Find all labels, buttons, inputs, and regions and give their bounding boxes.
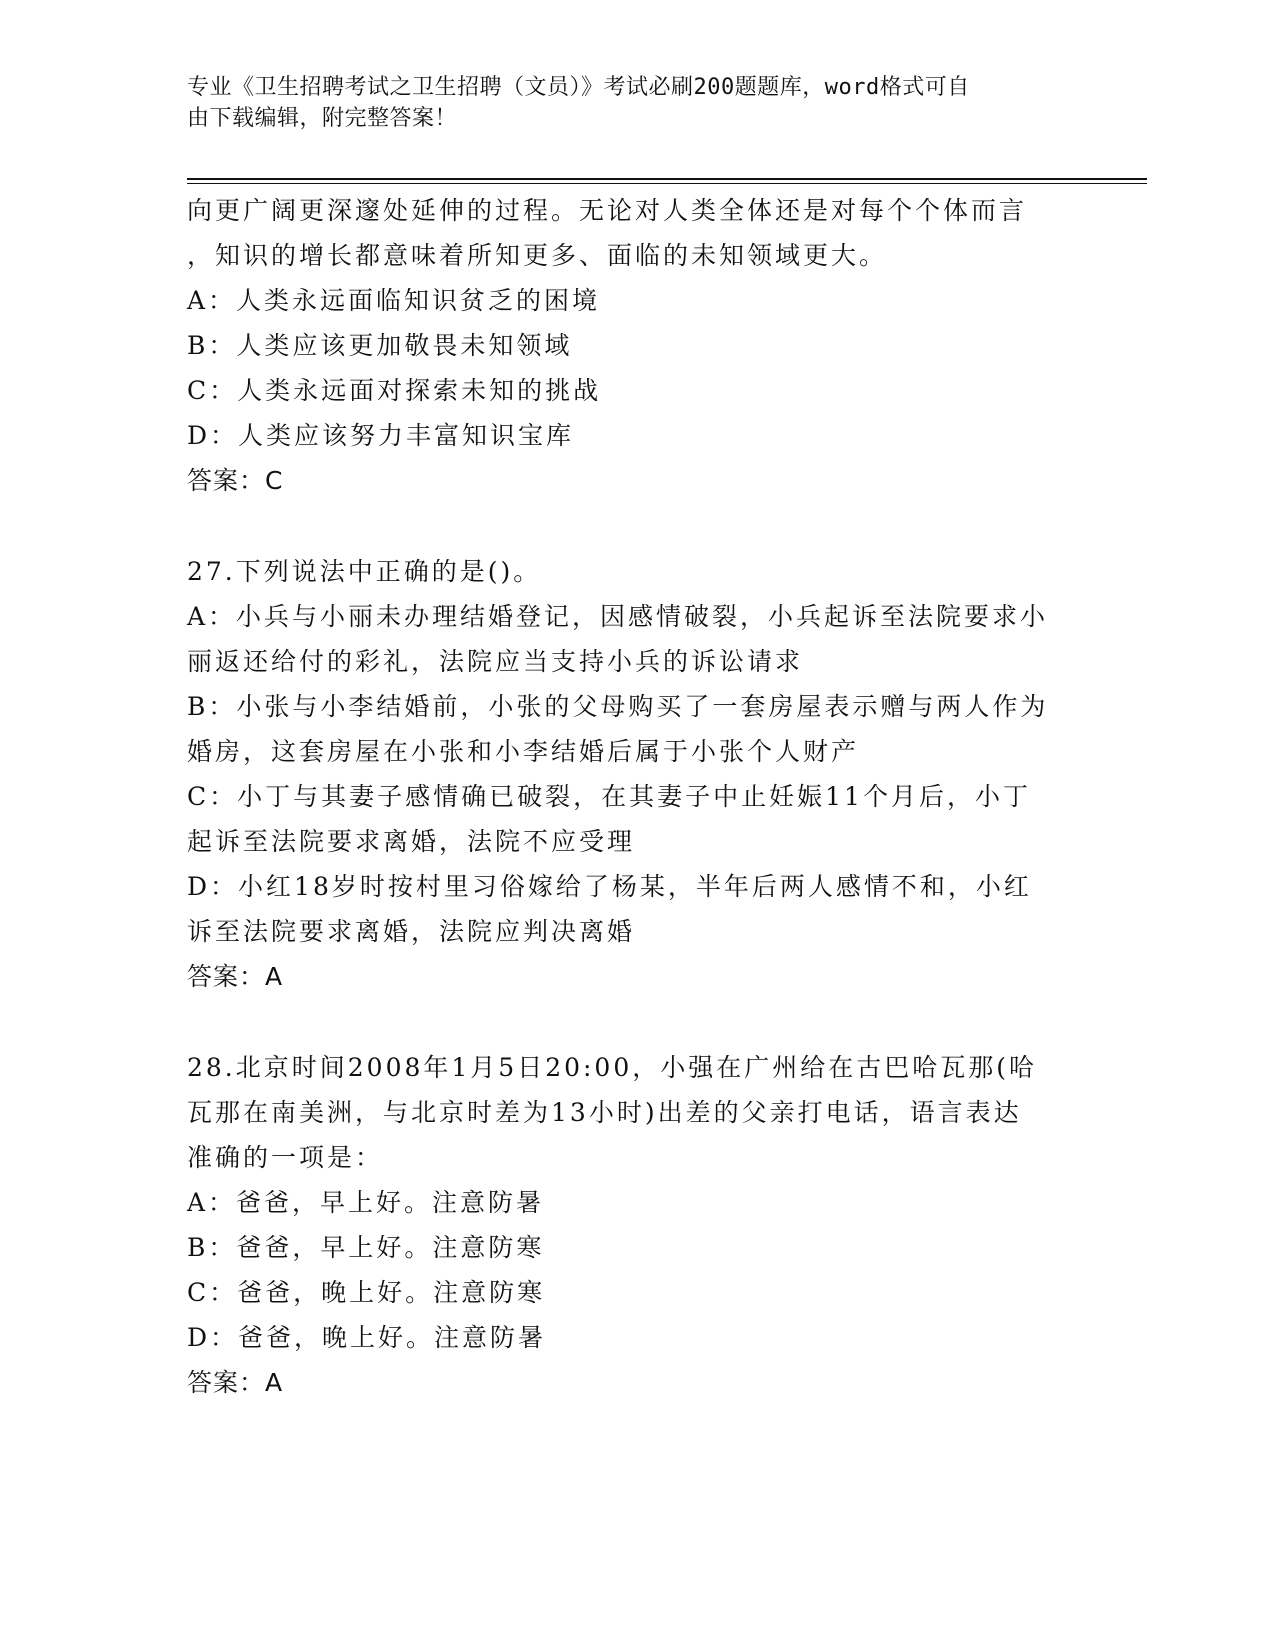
answer-line: 答案：A (187, 962, 284, 991)
question-text-line: 向更广阔更深邃处延伸的过程。无论对人类全体还是对每个个体而言 (187, 196, 1028, 225)
option-c-line-2: 起诉至法院要求离婚，法院不应受理 (187, 827, 636, 856)
answer-line: 答案：C (187, 466, 284, 495)
option-a: A：爸爸，早上好。注意防暑 (187, 1188, 545, 1217)
option-d-line-2: 诉至法院要求离婚，法院应判决离婚 (187, 917, 636, 946)
header-divider-thin (187, 183, 1147, 184)
question-stem-line-3: 准确的一项是： (187, 1143, 384, 1172)
option-b-line-2: 婚房，这套房屋在小张和小李结婚后属于小张个人财产 (187, 737, 860, 766)
option-d: D：爸爸，晚上好。注意防暑 (187, 1323, 547, 1352)
option-d-line-1: D：小红18岁时按村里习俗嫁给了杨某，半年后两人感情不和，小红 (187, 872, 1032, 901)
header-line-1: 专业《卫生招聘考试之卫生招聘（文员）》考试必刷200题题库，word格式可自 (187, 75, 970, 100)
header-divider-thick (187, 178, 1147, 180)
page-header (187, 72, 1067, 134)
option-b-line-1: B：小张与小李结婚前，小张的父母购买了一套房屋表示赠与两人作为 (187, 692, 1049, 721)
option-a: A：人类永远面临知识贫乏的困境 (187, 286, 601, 315)
question-stem: 27.下列说法中正确的是()。 (187, 557, 542, 586)
question-26-continued (187, 188, 1087, 503)
option-c: C：爸爸，晚上好。注意防寒 (187, 1278, 546, 1307)
option-c: C：人类永远面对探索未知的挑战 (187, 376, 602, 405)
question-27 (187, 549, 1087, 999)
answer-line: 答案：A (187, 1368, 284, 1397)
question-stem-line-1: 28.北京时间2008年1月5日20:00，小强在广州给在古巴哈瓦那(哈 (187, 1053, 1037, 1082)
question-stem-line-2: 瓦那在南美洲，与北京时差为13小时)出差的父亲打电话，语言表达 (187, 1098, 1022, 1127)
spacer (187, 503, 1087, 549)
question-text-line: ，知识的增长都意味着所知更多、面临的未知领域更大。 (187, 241, 888, 270)
question-28 (187, 1045, 1087, 1405)
spacer (187, 999, 1087, 1045)
question-body (187, 188, 1087, 1405)
header-line-2: 由下载编辑，附完整答案！ (187, 106, 458, 131)
option-d: D：人类应该努力丰富知识宝库 (187, 421, 575, 450)
option-c-line-1: C：小丁与其妻子感情确已破裂，在其妻子中止妊娠11个月后，小丁 (187, 782, 1031, 811)
option-b: B：爸爸，早上好。注意防寒 (187, 1233, 545, 1262)
option-a-line-1: A：小兵与小丽未办理结婚登记，因感情破裂，小兵起诉至法院要求小 (187, 602, 1049, 631)
option-b: B：人类应该更加敬畏未知领域 (187, 331, 573, 360)
option-a-line-2: 丽返还给付的彩礼，法院应当支持小兵的诉讼请求 (187, 647, 804, 676)
